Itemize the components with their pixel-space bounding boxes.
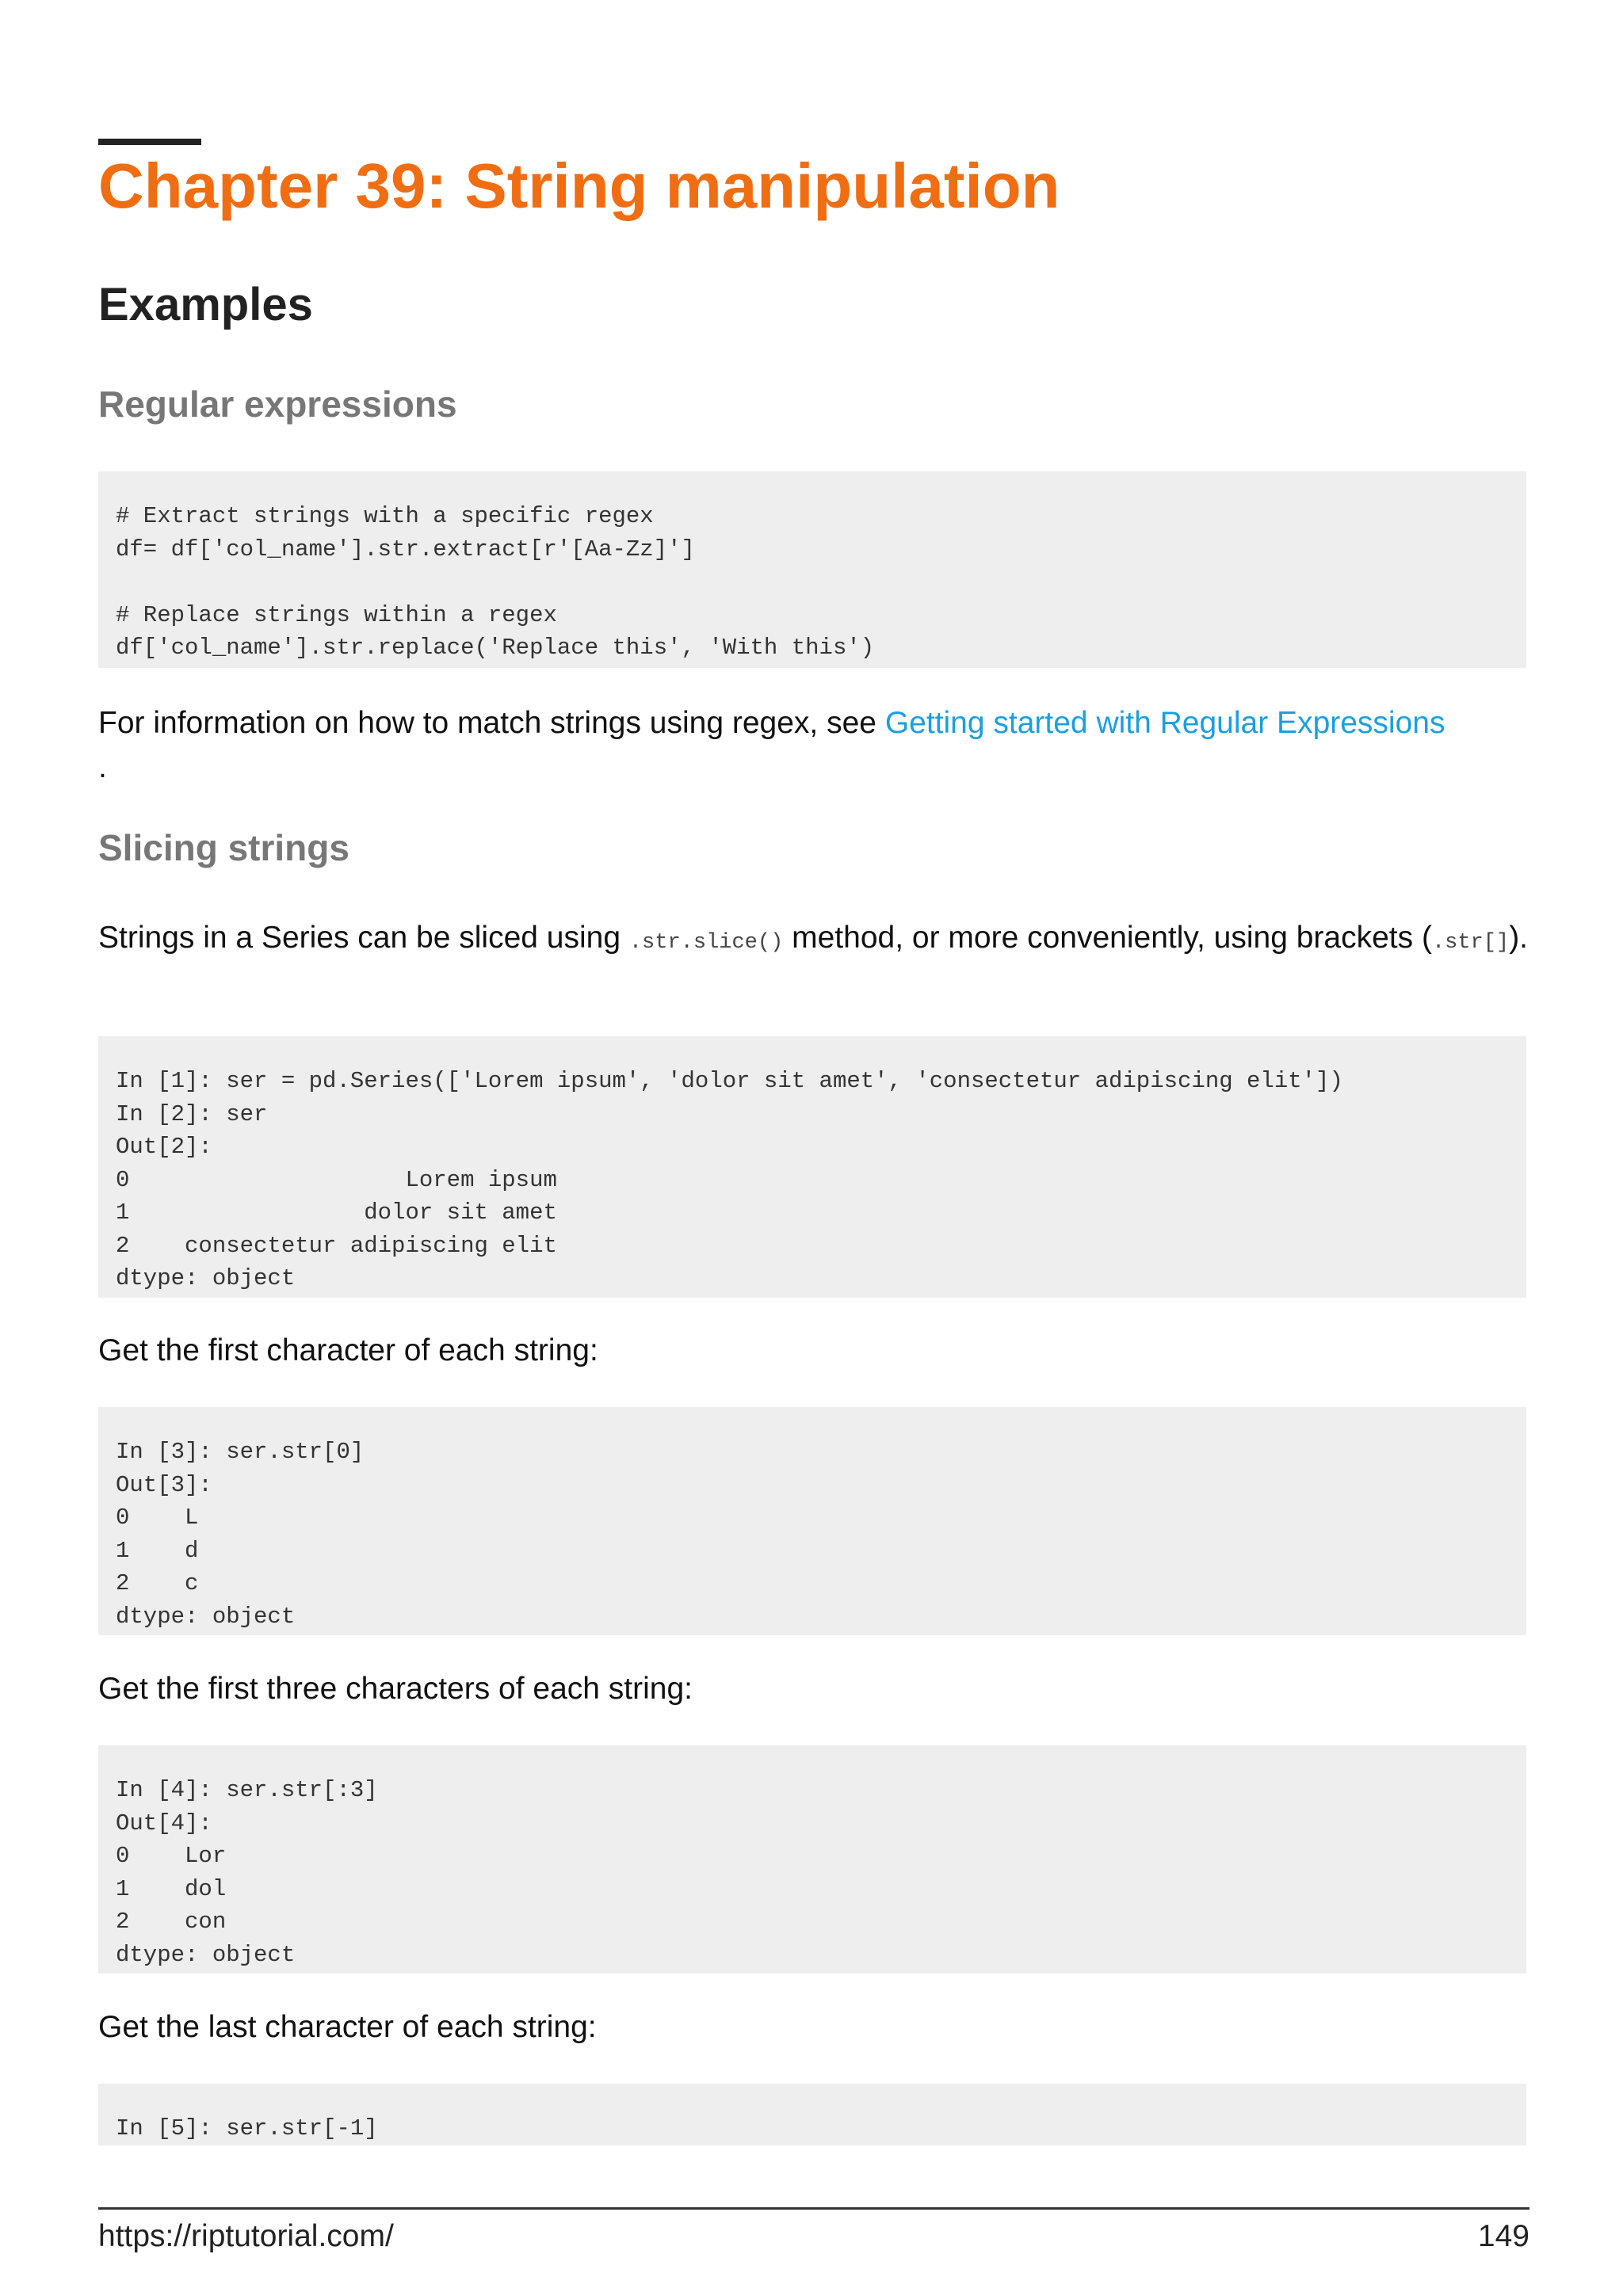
footer-url: https://riptutorial.com/ [98,2219,394,2253]
str-slice-code: .str.slice() [628,931,784,955]
regex-info-prefix: For information on how to match strings using regex, see [98,706,885,740]
str-bracket-code: .str[] [1431,931,1510,955]
slicing-heading: Slicing strings [98,827,349,868]
regex-code: # Extract strings with a specific regex df= df['col_name'].str.extract[r'[Aa-Zz]'] # Replace strings within a regex df['col_name'].str.replace('Replace this', 'With this') [116,503,875,661]
footer-rule [98,2207,1529,2210]
regular-expressions-link[interactable]: Getting started with Regular Expressions [884,706,1445,740]
slicing-intro-part2: method, or more conveniently, using brackets ( [783,921,1432,955]
slicing-intro-part1: Strings in a Series can be sliced using [98,921,629,955]
regex-heading: Regular expressions [98,383,457,425]
chapter-title: Chapter 39: String manipulation [98,151,1060,221]
first-char-code-block [98,1407,1526,1635]
regex-code-block [98,471,1526,668]
slicing-intro-part3: ). [1509,921,1529,955]
first-char-text: Get the first character of each string: [98,1333,598,1367]
first-three-code: In [4]: ser.str[:3] Out[4]: 0 Lor 1 dol 2 con dtype: object [116,1777,378,1968]
last-char-text: Get the last character of each string: [98,2010,597,2044]
regex-info-paragraph [98,701,1529,790]
first-char-code: In [3]: ser.str[0] Out[3]: 0 L 1 d 2 c dtype: object [116,1439,365,1630]
regex-info-suffix: . [98,750,107,784]
first-three-text: Get the first three characters of each string: [98,1672,693,1706]
first-three-code-block [98,1745,1526,1974]
series-code: In [1]: ser = pd.Series(['Lorem ipsum', 'dolor sit amet', 'consectetur adipiscing elit']) In [2]: ser Out[2]: 0 Lorem ipsum 1 dolor sit amet 2 consectetur adipiscing elit dtype: object [116,1068,1343,1291]
last-char-code: In [5]: ser.str[-1] [116,2115,378,2142]
page-number: 149 [1477,2219,1529,2253]
series-code-block [98,1036,1526,1298]
last-char-code-block [98,2084,1526,2145]
slicing-intro-paragraph [98,916,1529,965]
examples-heading: Examples [98,279,313,330]
